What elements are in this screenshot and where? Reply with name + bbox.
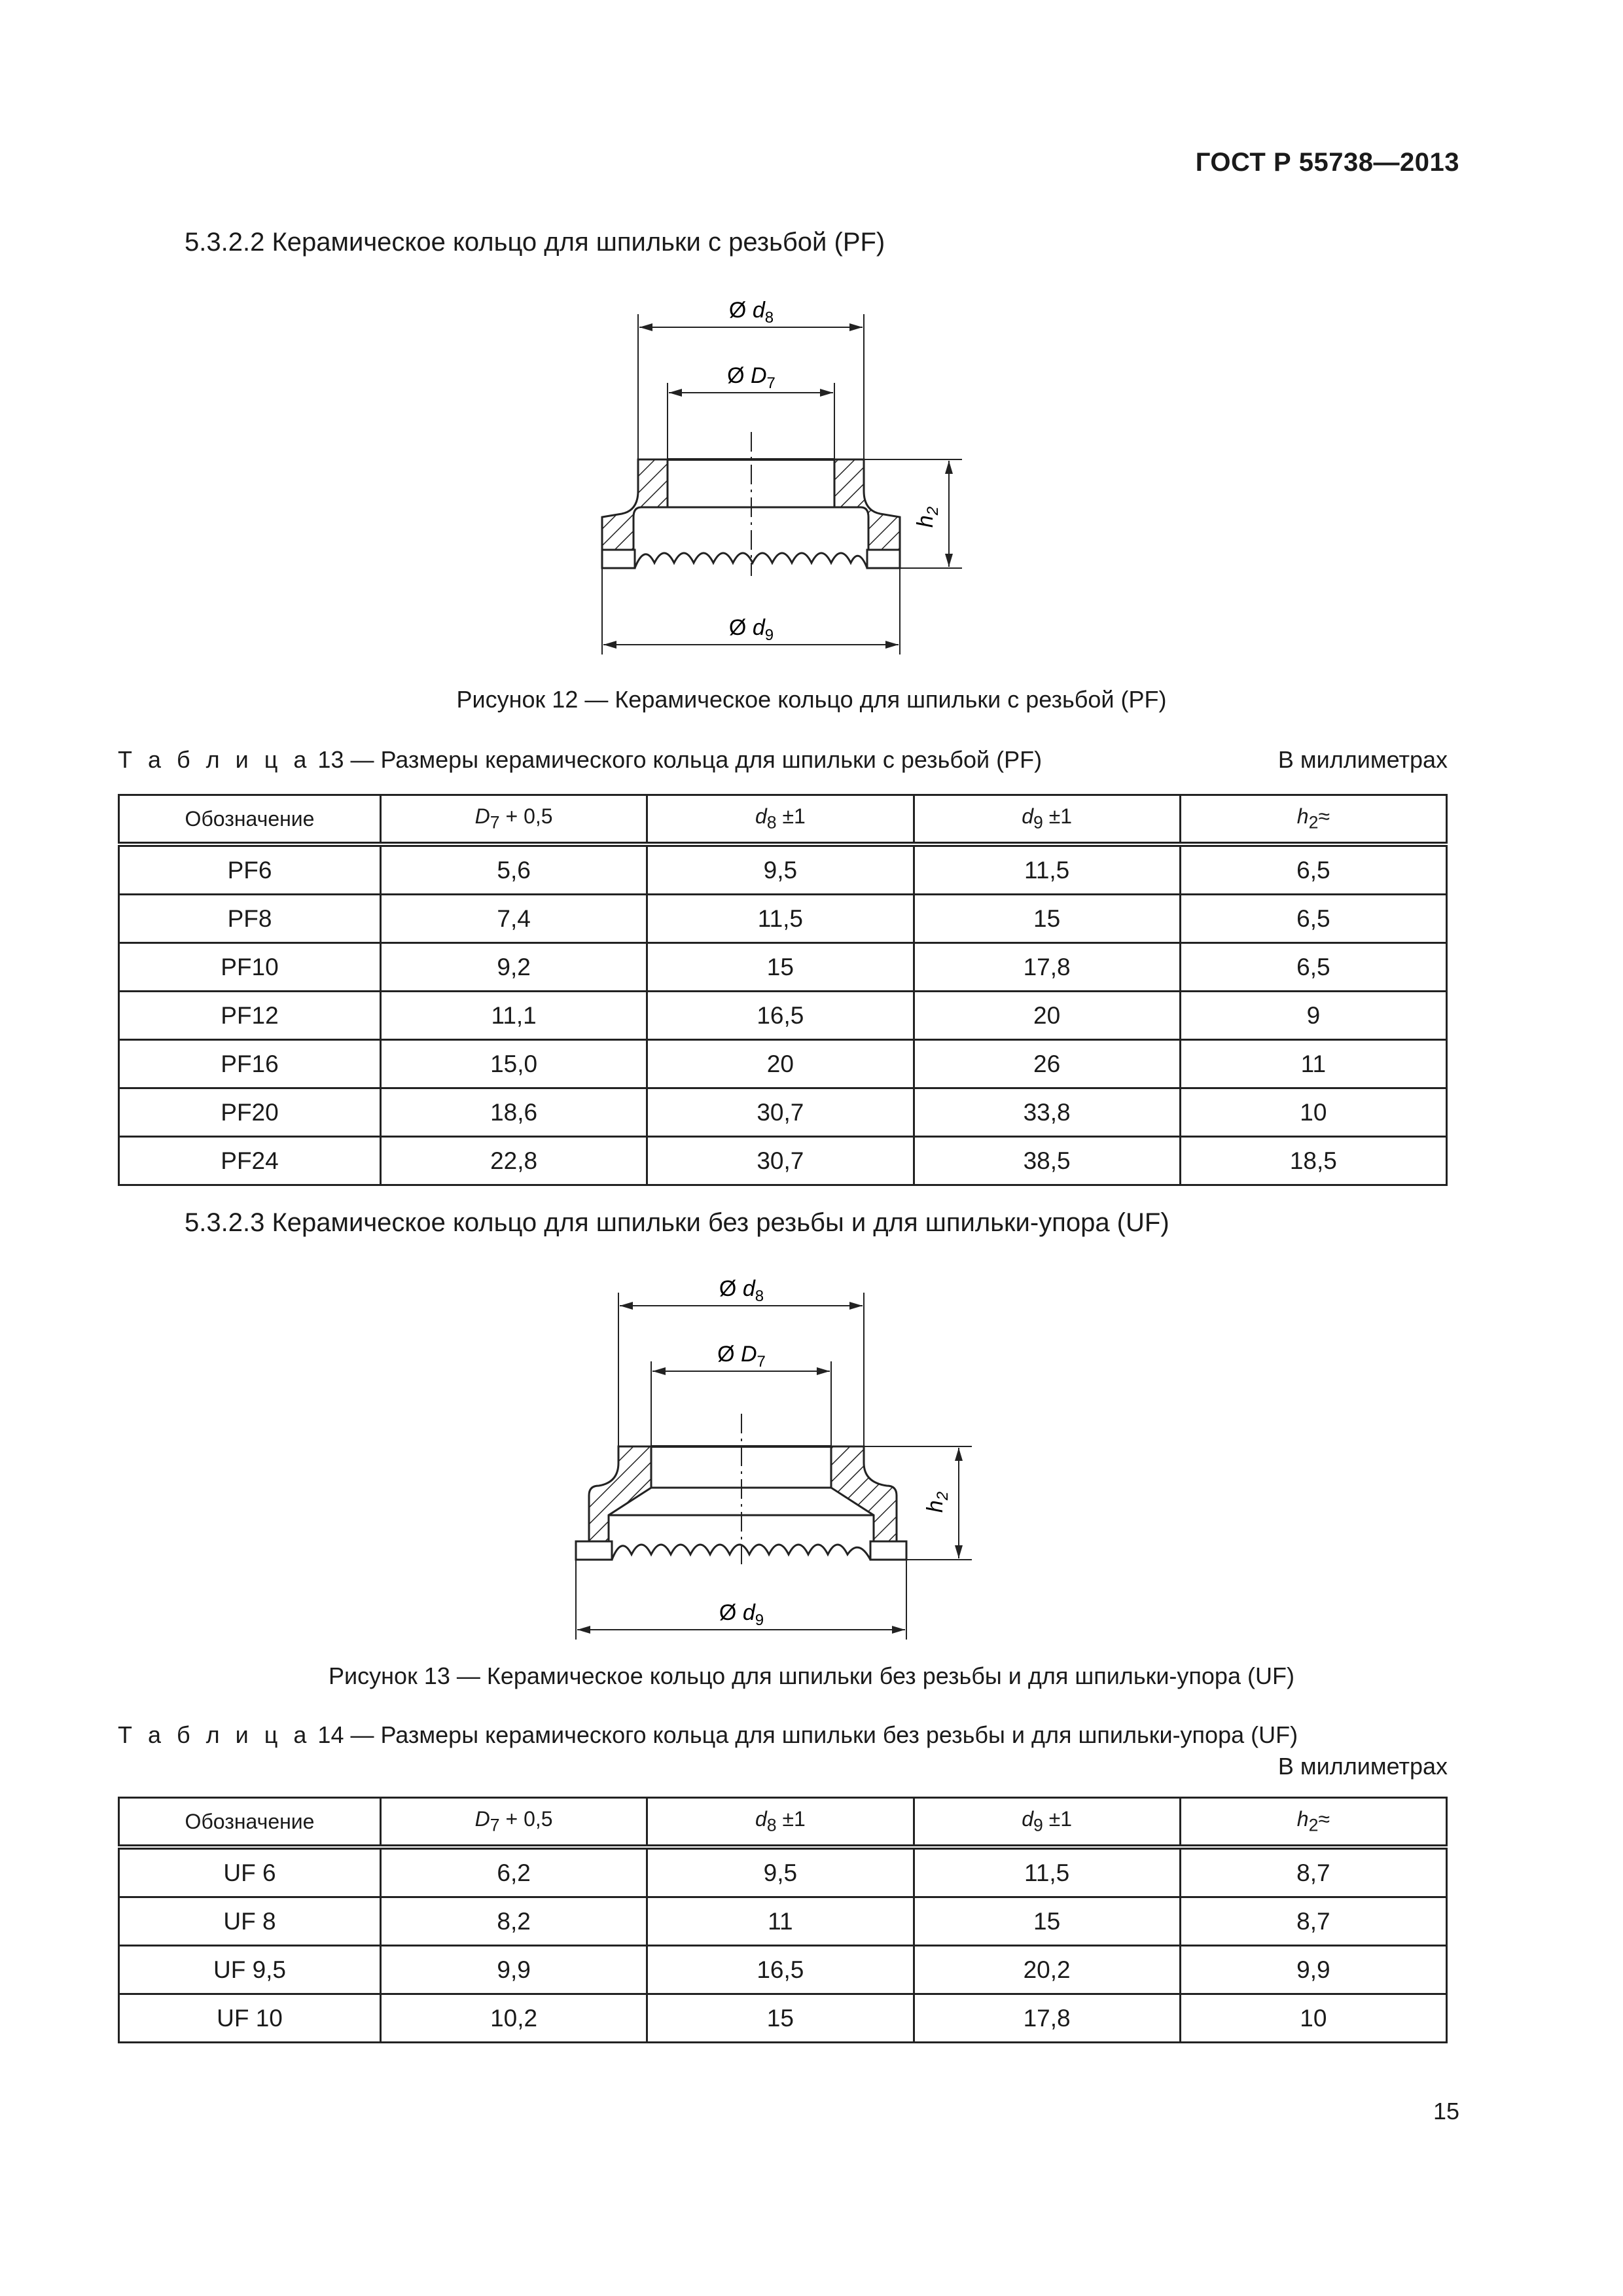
value-cell: 11,1 bbox=[381, 992, 647, 1040]
value-cell: 20 bbox=[647, 1040, 914, 1088]
label-d8: Ø $d_8$ bbox=[728, 298, 774, 327]
designation-cell: PF10 bbox=[119, 943, 381, 992]
value-cell: 33,8 bbox=[914, 1088, 1180, 1137]
value-cell: 30,7 bbox=[647, 1088, 914, 1137]
value-cell: 18,6 bbox=[381, 1088, 647, 1137]
value-cell: 9,2 bbox=[381, 943, 647, 992]
table-word: Т а б л и ц а bbox=[118, 1721, 312, 1748]
section-title: Керамическое кольцо для шпильки без резьбы и для шпильки-упора (UF) bbox=[272, 1208, 1169, 1237]
table-14-caption bbox=[118, 1721, 1298, 1749]
table-row bbox=[119, 1137, 1447, 1185]
designation-cell: PF6 bbox=[119, 844, 381, 895]
col-designation: Обозначение bbox=[119, 795, 381, 845]
value-cell: 17,8 bbox=[914, 943, 1180, 992]
value-cell: 16,5 bbox=[647, 992, 914, 1040]
figure-13-caption: Рисунок 13 — Керамическое кольцо для шпильки без резьбы и для шпильки-упора (UF) bbox=[329, 1662, 1294, 1689]
label-D7: Ø $D_7$ bbox=[717, 1342, 766, 1371]
value-cell: 10 bbox=[1180, 1994, 1446, 2043]
designation-cell: PF8 bbox=[119, 895, 381, 943]
col-d9: $d_9 \pm 1$ bbox=[914, 795, 1180, 845]
table-row bbox=[119, 1088, 1447, 1137]
value-cell: 9 bbox=[1180, 992, 1446, 1040]
table-14 bbox=[118, 1797, 1448, 2043]
table-row bbox=[119, 992, 1447, 1040]
table-header-row bbox=[119, 1798, 1447, 1848]
value-cell: 17,8 bbox=[914, 1994, 1180, 2043]
figure-12-drawing bbox=[576, 288, 1034, 681]
value-cell: 9,9 bbox=[1180, 1946, 1446, 1994]
value-cell: 26 bbox=[914, 1040, 1180, 1088]
col-designation: Обозначение bbox=[119, 1798, 381, 1848]
label-h2: $h_2$ bbox=[913, 506, 942, 528]
section-heading-uf bbox=[185, 1208, 1169, 1238]
col-h2: $h_2\approx$ bbox=[1180, 795, 1446, 845]
value-cell: 5,6 bbox=[381, 844, 647, 895]
table-13 bbox=[118, 794, 1448, 1186]
value-cell: 15,0 bbox=[381, 1040, 647, 1088]
section-number: 5.3.2.2 bbox=[185, 228, 265, 257]
value-cell: 8,2 bbox=[381, 1897, 647, 1946]
table-13-units: В миллиметрах bbox=[1277, 746, 1448, 773]
table-14-title: 14 — Размеры керамического кольца для шпильки без резьбы и для шпильки-упора (UF) bbox=[317, 1721, 1298, 1748]
table-row bbox=[119, 1040, 1447, 1088]
designation-cell: UF 8 bbox=[119, 1897, 381, 1946]
value-cell: 6,5 bbox=[1180, 943, 1446, 992]
value-cell: 16,5 bbox=[647, 1946, 914, 1994]
figure-12-caption: Рисунок 12 — Керамическое кольцо для шпильки с резьбой (PF) bbox=[456, 686, 1167, 713]
col-d9: $d_9 \pm 1$ bbox=[914, 1798, 1180, 1848]
value-cell: 30,7 bbox=[647, 1137, 914, 1185]
label-h2: $h_2$ bbox=[923, 1491, 952, 1513]
table-13-title: 13 — Размеры керамического кольца для шпильки с резьбой (PF) bbox=[317, 746, 1043, 773]
table-row bbox=[119, 844, 1447, 895]
table-13-caption bbox=[118, 746, 1042, 774]
table-row bbox=[119, 1897, 1447, 1946]
section-heading-pf bbox=[185, 228, 885, 257]
table-row bbox=[119, 895, 1447, 943]
value-cell: 18,5 bbox=[1180, 1137, 1446, 1185]
value-cell: 8,7 bbox=[1180, 1847, 1446, 1897]
table-row bbox=[119, 943, 1447, 992]
col-d8: $d_8 \pm 1$ bbox=[647, 795, 914, 845]
col-d8: $d_8 \pm 1$ bbox=[647, 1798, 914, 1848]
value-cell: 10 bbox=[1180, 1088, 1446, 1137]
designation-cell: UF 10 bbox=[119, 1994, 381, 2043]
designation-cell: UF 9,5 bbox=[119, 1946, 381, 1994]
value-cell: 11 bbox=[647, 1897, 914, 1946]
label-d8: Ø $d_8$ bbox=[719, 1276, 764, 1305]
value-cell: 20,2 bbox=[914, 1946, 1180, 1994]
designation-cell: PF16 bbox=[119, 1040, 381, 1088]
value-cell: 6,5 bbox=[1180, 895, 1446, 943]
value-cell: 9,5 bbox=[647, 844, 914, 895]
value-cell: 6,5 bbox=[1180, 844, 1446, 895]
col-D7: $D_7 + 0,5$ bbox=[381, 795, 647, 845]
label-D7: Ø $D_7$ bbox=[727, 363, 776, 392]
table-row bbox=[119, 1994, 1447, 2043]
table-header-row bbox=[119, 795, 1447, 845]
table-word: Т а б л и ц а bbox=[118, 746, 312, 773]
section-number: 5.3.2.3 bbox=[185, 1208, 265, 1237]
table-row bbox=[119, 1946, 1447, 1994]
col-h2: $h_2\approx$ bbox=[1180, 1798, 1446, 1848]
designation-cell: PF20 bbox=[119, 1088, 381, 1137]
label-d9: Ø $d_9$ bbox=[728, 615, 774, 644]
value-cell: 11,5 bbox=[914, 1847, 1180, 1897]
value-cell: 38,5 bbox=[914, 1137, 1180, 1185]
value-cell: 9,9 bbox=[381, 1946, 647, 1994]
value-cell: 11,5 bbox=[647, 895, 914, 943]
value-cell: 15 bbox=[914, 1897, 1180, 1946]
designation-cell: PF12 bbox=[119, 992, 381, 1040]
document-id: ГОСТ Р 55738—2013 bbox=[1195, 148, 1459, 177]
value-cell: 11 bbox=[1180, 1040, 1446, 1088]
table-row bbox=[119, 1847, 1447, 1897]
label-d9: Ø $d_9$ bbox=[719, 1600, 764, 1629]
value-cell: 6,2 bbox=[381, 1847, 647, 1897]
value-cell: 15 bbox=[647, 943, 914, 992]
value-cell: 15 bbox=[647, 1994, 914, 2043]
figure-13-drawing bbox=[563, 1266, 1047, 1659]
col-D7: $D_7 + 0,5$ bbox=[381, 1798, 647, 1848]
section-title: Керамическое кольцо для шпильки с резьбой (PF) bbox=[272, 228, 885, 257]
value-cell: 8,7 bbox=[1180, 1897, 1446, 1946]
value-cell: 9,5 bbox=[647, 1847, 914, 1897]
value-cell: 22,8 bbox=[381, 1137, 647, 1185]
designation-cell: PF24 bbox=[119, 1137, 381, 1185]
designation-cell: UF 6 bbox=[119, 1847, 381, 1897]
value-cell: 7,4 bbox=[381, 895, 647, 943]
value-cell: 20 bbox=[914, 992, 1180, 1040]
value-cell: 15 bbox=[914, 895, 1180, 943]
value-cell: 10,2 bbox=[381, 1994, 647, 2043]
table-14-units: В миллиметрах bbox=[1277, 1753, 1448, 1780]
value-cell: 11,5 bbox=[914, 844, 1180, 895]
page-number: 15 bbox=[1433, 2098, 1459, 2125]
